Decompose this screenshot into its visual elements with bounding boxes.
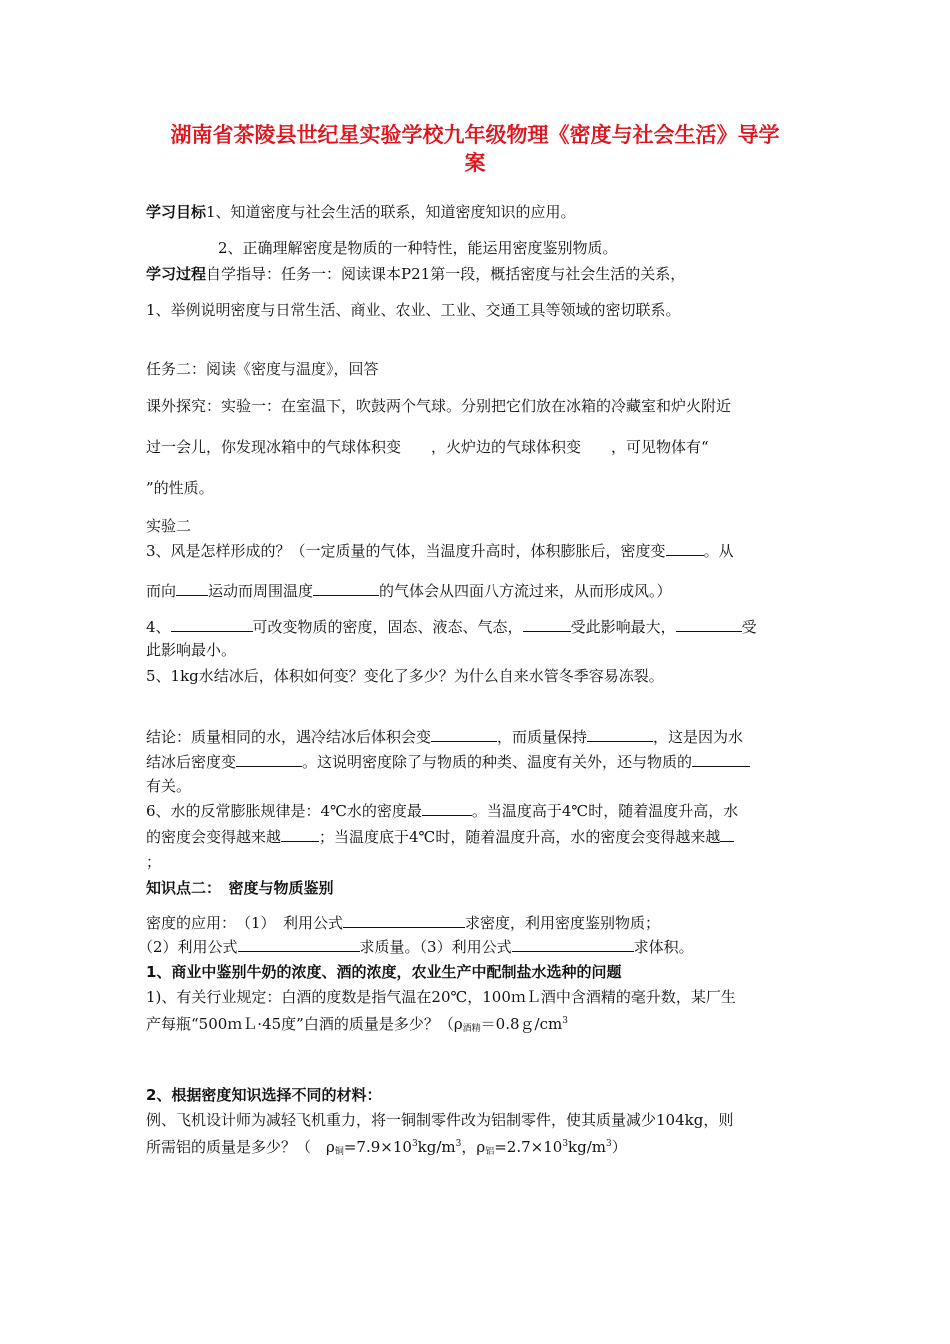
experiment-1-line-3: ”的性质。 bbox=[146, 479, 214, 497]
problem-1-line-1: 1)、有关行业规定：白酒的度数是指气温在20℃，100ｍＬ酒中含酒精的毫升数，某厂生 bbox=[146, 988, 736, 1006]
answer-blank bbox=[281, 827, 319, 842]
formula-blank bbox=[238, 937, 360, 952]
question-6-line-3: ； bbox=[146, 853, 162, 871]
title-line-1: 湖南省茶陵县世纪星实验学校九年级物理《密度与社会生活》导学 bbox=[170, 123, 780, 147]
problem-1-line-2: 产每瓶“500ｍＬ·45度”白酒的质量是多少？（$\rho_{酒精}=0.8g/cm^3$ bbox=[146, 1015, 568, 1034]
learning-goal-1: 学习目标1、知道密度与社会生活的联系，知道密度知识的应用。 bbox=[146, 203, 576, 221]
conclusion-line-3: 有关。 bbox=[146, 777, 192, 795]
section-2-heading: 2、根据密度知识选择不同的材料： bbox=[146, 1086, 382, 1104]
answer-blank bbox=[692, 752, 750, 767]
question-4-line-2: 此影响最小。 bbox=[146, 641, 237, 659]
knowledge-point-2-heading: 知识点二： 密度与物质鉴别 bbox=[146, 879, 334, 897]
density-applications-line-1: 密度的应用： （1） 利用公式 求密度，利用密度鉴别物质； bbox=[146, 914, 661, 932]
example-line-2: 所需铝的质量是多少？（ $\rho_铜=7.9\times 10^3kg/m^3$，$\rho_铝=2.7\times 10^3kg/m^3$） bbox=[146, 1138, 627, 1157]
answer-blank bbox=[431, 727, 497, 742]
answer-blank bbox=[523, 617, 571, 632]
question-6-line-2: 的密度会变得越来越 ；当温度底于4℃时，随着温度升高，水的密度会变得越来越 bbox=[146, 827, 734, 847]
question-3-line-1: 3、风是怎样形成的？（一定质量的气体，当温度升高时，体积膨胀后，密度变 。从 bbox=[146, 542, 734, 560]
conclusion-line-1: 结论：质量相同的水，遇冷结冰后体积会变 ，而质量保持 ，这是因为水 bbox=[146, 728, 744, 746]
title-line-2: 案 bbox=[464, 151, 486, 175]
question-6-line-1: 6、水的反常膨胀规律是：4℃水的密度最 。当温度高于4℃时，随着温度升高，水 bbox=[146, 802, 739, 820]
answer-blank bbox=[666, 541, 704, 556]
answer-blank bbox=[422, 801, 472, 816]
question-1: 1、举例说明密度与日常生活、商业、农业、工业、交通工具等领域的密切联系。 bbox=[146, 301, 681, 319]
answer-blank bbox=[176, 581, 208, 596]
task-2: 任务二：阅读《密度与温度》，回答 bbox=[146, 360, 379, 378]
experiment-2: 实验二 bbox=[146, 517, 192, 535]
answer-blank bbox=[171, 617, 253, 632]
document-title bbox=[140, 121, 810, 177]
learning-goal-2: 2、正确理解密度是物质的一种特性，能运用密度鉴别物质。 bbox=[218, 239, 618, 257]
question-4-line-1: 4、 可改变物质的密度，固态、液态、气态， 受此影响最大， 受 bbox=[146, 618, 757, 636]
answer-blank bbox=[720, 827, 734, 842]
learning-process-label: 学习过程 bbox=[146, 265, 207, 283]
conclusion-line-2: 结冰后密度变 。这说明密度除了与物质的种类、温度有关外，还与物质的 bbox=[146, 752, 750, 772]
experiment-1-line-1: 课外探究：实验一：在室温下，吹鼓两个气球。分别把它们放在冰箱的冷藏室和炉火附近 bbox=[146, 397, 732, 415]
question-5: 5、1kg水结冰后，体积如何变？变化了多少？为什么自来水管冬季容易冻裂。 bbox=[146, 667, 664, 685]
answer-blank bbox=[313, 581, 379, 596]
experiment-1-line-2: 过一会儿，你发现冰箱中的气球体积变 ，火炉边的气球体积变 ，可见物体有“ bbox=[146, 438, 709, 456]
formula-blank bbox=[512, 937, 634, 952]
example-line-1: 例、飞机设计师为减轻飞机重力，将一铜制零件改为铝制零件，使其质量减少104kg，则 bbox=[146, 1111, 734, 1129]
learning-goal-label: 学习目标 bbox=[146, 203, 207, 221]
section-1-heading: 1、商业中鉴别牛奶的浓度、酒的浓度，农业生产中配制盐水选种的问题 bbox=[146, 963, 622, 981]
answer-blank bbox=[676, 617, 742, 632]
answer-blank bbox=[236, 752, 302, 767]
formula-blank bbox=[343, 913, 465, 928]
answer-blank bbox=[587, 727, 653, 742]
learning-process: 学习过程自学指导：任务一：阅读课本P21第一段，概括密度与社会生活的关系， bbox=[146, 265, 686, 283]
density-applications-line-2: （2）利用公式 求质量。（3）利用公式 求体积。 bbox=[138, 938, 694, 956]
question-3-line-2: 而向 运动而周围温度 的气体会从四面八方流过来，从而形成风。） bbox=[146, 582, 672, 600]
